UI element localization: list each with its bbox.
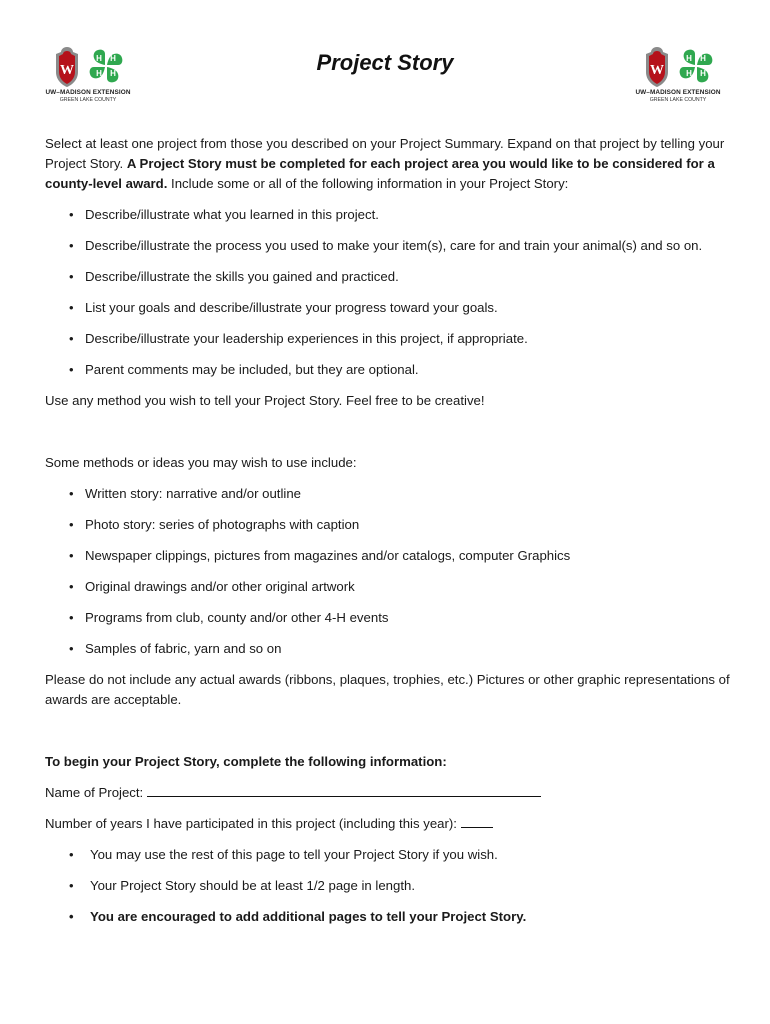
svg-text:H: H <box>686 54 692 63</box>
list-item: • Describe/illustrate the skills you gained and practiced. <box>45 267 735 287</box>
years-label: Number of years I have participated in this project (including this year): <box>45 816 461 831</box>
page-title: Project Story <box>316 50 454 75</box>
project-name-label: Name of Project: <box>45 785 147 800</box>
list-item: • You may use the rest of this page to tell your Project Story if you wish. <box>45 845 735 865</box>
list-item: • Describe/illustrate what you learned in this project. <box>45 205 735 225</box>
svg-text:W: W <box>60 63 74 78</box>
list-item: • Parent comments may be included, but they are optional. <box>45 360 735 380</box>
project-name-blank[interactable] <box>147 783 541 797</box>
list-item: • List your goals and describe/illustrate your progress toward your goals. <box>45 298 735 318</box>
intro-paragraph <box>45 134 735 194</box>
uw-extension-logo-right <box>632 46 724 106</box>
final-list <box>45 845 735 927</box>
list-item: • Original drawings and/or other original artwork <box>45 577 735 597</box>
list-item: • Samples of fabric, yarn and so on <box>45 639 735 659</box>
svg-text:W: W <box>650 63 664 78</box>
svg-text:H: H <box>96 69 102 78</box>
svg-text:H: H <box>110 54 116 63</box>
list-item: • Written story: narrative and/or outline <box>45 484 735 504</box>
list-item: • Describe/illustrate the process you used to make your item(s), care for and train your animal(s) and so on. <box>45 236 735 256</box>
list-item: • Photo story: series of photographs with caption <box>45 515 735 535</box>
logo-org-name: UW–MADISON EXTENSION <box>635 89 721 96</box>
list-item: • Newspaper clippings, pictures from magazines and/or catalogs, computer Graphics <box>45 546 735 566</box>
intro-text-1: Select at least one project from those you described on your Project Summary. Expand on that project by telling your Project Story. <box>45 136 725 171</box>
methods-intro: Some methods or ideas you may wish to use include: <box>45 455 357 470</box>
creative-note: Use any method you wish to tell your Project Story. Feel free to be creative! <box>45 393 485 408</box>
svg-text:H: H <box>686 69 692 78</box>
svg-text:H: H <box>700 69 706 78</box>
svg-text:H: H <box>700 54 706 63</box>
list-item: • Your Project Story should be at least 1/2 page in length. <box>45 876 735 896</box>
logo-org-name: UW–MADISON EXTENSION <box>45 89 131 96</box>
document-body <box>45 134 735 927</box>
years-blank[interactable] <box>461 814 493 828</box>
list-item: • Describe/illustrate your leadership experiences in this project, if appropriate. <box>45 329 735 349</box>
intro-bold-requirement: A Project Story must be completed for each project area you would like to be considered for a county-level award. <box>45 156 715 191</box>
4h-clover-icon <box>678 48 714 84</box>
awards-note: Please do not include any actual awards (ribbons, plaques, trophies, etc.) Pictures or other graphic representations of awards are acceptable. <box>45 672 730 707</box>
logo-county-name: GREEN LAKE COUNTY <box>59 97 117 103</box>
info-list <box>45 205 735 380</box>
logo-county-name: GREEN LAKE COUNTY <box>649 97 707 103</box>
svg-text:H: H <box>96 54 102 63</box>
list-item: • Programs from club, county and/or other 4-H events <box>45 608 735 628</box>
methods-list <box>45 484 735 659</box>
project-name-line <box>45 783 735 803</box>
list-item-encouraged: • You are encouraged to add additional pages to tell your Project Story. <box>45 907 735 927</box>
uw-crest-icon <box>642 46 672 88</box>
begin-heading: To begin your Project Story, complete the following information: <box>45 754 447 769</box>
intro-text-2: Include some or all of the following information in your Project Story: <box>167 176 569 191</box>
svg-text:H: H <box>110 69 116 78</box>
years-line <box>45 814 735 834</box>
